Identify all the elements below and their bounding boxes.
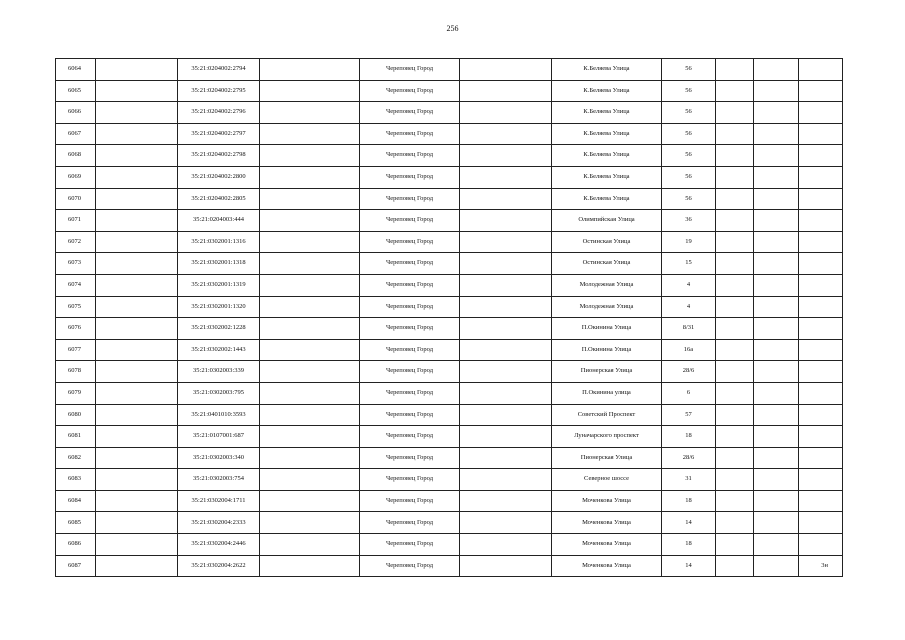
premises-cell (799, 231, 843, 253)
empty-cell (260, 426, 360, 448)
house-number-cell: 14 (662, 512, 716, 534)
record-number-cell: 6078 (56, 361, 96, 383)
empty-cell (96, 123, 178, 145)
empty-cell (460, 447, 552, 469)
house-number-cell: 36 (662, 210, 716, 232)
premises-cell (799, 534, 843, 556)
street-cell: К.Беляева Улица (552, 188, 662, 210)
cadastral-number-cell: 35:21:0204002:2805 (178, 188, 260, 210)
empty-cell (754, 555, 799, 577)
table-row (56, 231, 843, 253)
record-number-cell: 6069 (56, 166, 96, 188)
city-cell: Череповец Город (360, 555, 460, 577)
empty-cell (260, 339, 360, 361)
empty-cell (260, 469, 360, 491)
record-number-cell: 6070 (56, 188, 96, 210)
empty-cell (260, 361, 360, 383)
empty-cell (260, 166, 360, 188)
cadastral-number-cell: 35:21:0302004:2622 (178, 555, 260, 577)
empty-cell (460, 404, 552, 426)
empty-cell (260, 80, 360, 102)
empty-cell (460, 426, 552, 448)
street-cell: К.Беляева Улица (552, 123, 662, 145)
empty-cell (460, 512, 552, 534)
house-number-cell: 4 (662, 296, 716, 318)
city-cell: Череповец Город (360, 231, 460, 253)
empty-cell (754, 318, 799, 340)
table-row (56, 188, 843, 210)
empty-cell (460, 490, 552, 512)
empty-cell (96, 404, 178, 426)
house-number-cell: 56 (662, 188, 716, 210)
table-row (56, 253, 843, 275)
city-cell: Череповец Город (360, 102, 460, 124)
premises-cell (799, 274, 843, 296)
record-number-cell: 6082 (56, 447, 96, 469)
cadastral-number-cell: 35:21:0302001:1320 (178, 296, 260, 318)
record-number-cell: 6087 (56, 555, 96, 577)
empty-cell (96, 426, 178, 448)
empty-cell (716, 210, 754, 232)
table-row (56, 490, 843, 512)
cadastral-number-cell: 35:21:0204002:2794 (178, 59, 260, 81)
record-number-cell: 6067 (56, 123, 96, 145)
house-number-cell: 18 (662, 534, 716, 556)
cadastral-number-cell: 35:21:0204003:444 (178, 210, 260, 232)
city-cell: Череповец Город (360, 318, 460, 340)
premises-cell (799, 318, 843, 340)
premises-cell (799, 361, 843, 383)
street-cell: К.Беляева Улица (552, 166, 662, 188)
cadastral-number-cell: 35:21:0302003:340 (178, 447, 260, 469)
empty-cell (96, 253, 178, 275)
house-number-cell: 18 (662, 490, 716, 512)
empty-cell (754, 382, 799, 404)
empty-cell (754, 102, 799, 124)
city-cell: Череповец Город (360, 447, 460, 469)
empty-cell (260, 253, 360, 275)
empty-cell (260, 512, 360, 534)
empty-cell (96, 382, 178, 404)
house-number-cell: 57 (662, 404, 716, 426)
street-cell: К.Беляева Улица (552, 145, 662, 167)
premises-cell (799, 80, 843, 102)
record-number-cell: 6079 (56, 382, 96, 404)
house-number-cell: 56 (662, 80, 716, 102)
empty-cell (460, 253, 552, 275)
street-cell: К.Беляева Улица (552, 59, 662, 81)
city-cell: Череповец Город (360, 404, 460, 426)
record-number-cell: 6072 (56, 231, 96, 253)
empty-cell (460, 361, 552, 383)
empty-cell (460, 339, 552, 361)
table-row (56, 404, 843, 426)
empty-cell (754, 231, 799, 253)
empty-cell (96, 469, 178, 491)
street-cell: К.Беляева Улица (552, 102, 662, 124)
city-cell: Череповец Город (360, 274, 460, 296)
empty-cell (754, 253, 799, 275)
empty-cell (460, 534, 552, 556)
empty-cell (716, 404, 754, 426)
empty-cell (754, 166, 799, 188)
empty-cell (260, 210, 360, 232)
street-cell: Советский Проспект (552, 404, 662, 426)
record-number-cell: 6081 (56, 426, 96, 448)
city-cell: Череповец Город (360, 59, 460, 81)
empty-cell (754, 534, 799, 556)
empty-cell (96, 102, 178, 124)
empty-cell (716, 274, 754, 296)
record-number-cell: 6074 (56, 274, 96, 296)
cadastral-number-cell: 35:21:0107001:687 (178, 426, 260, 448)
empty-cell (460, 231, 552, 253)
street-cell: Пионерская Улица (552, 361, 662, 383)
house-number-cell: 16а (662, 339, 716, 361)
empty-cell (754, 274, 799, 296)
record-number-cell: 6068 (56, 145, 96, 167)
house-number-cell: 28/6 (662, 447, 716, 469)
table-row (56, 555, 843, 577)
table-row (56, 361, 843, 383)
empty-cell (716, 59, 754, 81)
cadastral-number-cell: 35:21:0302001:1319 (178, 274, 260, 296)
empty-cell (716, 166, 754, 188)
empty-cell (96, 555, 178, 577)
house-number-cell: 28/6 (662, 361, 716, 383)
empty-cell (260, 534, 360, 556)
empty-cell (460, 318, 552, 340)
empty-cell (754, 296, 799, 318)
record-number-cell: 6071 (56, 210, 96, 232)
premises-cell (799, 166, 843, 188)
empty-cell (260, 555, 360, 577)
premises-cell (799, 210, 843, 232)
premises-cell (799, 296, 843, 318)
city-cell: Череповец Город (360, 145, 460, 167)
record-number-cell: 6073 (56, 253, 96, 275)
table-row (56, 296, 843, 318)
city-cell: Череповец Город (360, 80, 460, 102)
record-number-cell: 6064 (56, 59, 96, 81)
empty-cell (460, 382, 552, 404)
city-cell: Череповец Город (360, 490, 460, 512)
house-number-cell: 19 (662, 231, 716, 253)
cadastral-number-cell: 35:21:0204002:2796 (178, 102, 260, 124)
empty-cell (96, 534, 178, 556)
empty-cell (754, 80, 799, 102)
table-row (56, 210, 843, 232)
empty-cell (260, 188, 360, 210)
empty-cell (716, 447, 754, 469)
premises-cell (799, 145, 843, 167)
premises-cell: 3н (799, 555, 843, 577)
empty-cell (754, 123, 799, 145)
record-number-cell: 6077 (56, 339, 96, 361)
empty-cell (716, 534, 754, 556)
cadastral-number-cell: 35:21:0401010:3593 (178, 404, 260, 426)
cadastral-number-cell: 35:21:0302004:1711 (178, 490, 260, 512)
empty-cell (460, 210, 552, 232)
house-number-cell: 56 (662, 102, 716, 124)
city-cell: Череповец Город (360, 339, 460, 361)
empty-cell (96, 210, 178, 232)
record-number-cell: 6086 (56, 534, 96, 556)
empty-cell (96, 296, 178, 318)
empty-cell (96, 80, 178, 102)
city-cell: Череповец Город (360, 361, 460, 383)
cadastral-number-cell: 35:21:0302004:2333 (178, 512, 260, 534)
record-number-cell: 6076 (56, 318, 96, 340)
empty-cell (260, 102, 360, 124)
cadastral-number-cell: 35:21:0204002:2800 (178, 166, 260, 188)
empty-cell (716, 512, 754, 534)
premises-cell (799, 426, 843, 448)
premises-cell (799, 447, 843, 469)
empty-cell (754, 59, 799, 81)
empty-cell (754, 426, 799, 448)
empty-cell (96, 512, 178, 534)
empty-cell (716, 123, 754, 145)
empty-cell (754, 512, 799, 534)
house-number-cell: 8/31 (662, 318, 716, 340)
empty-cell (716, 188, 754, 210)
record-number-cell: 6085 (56, 512, 96, 534)
empty-cell (754, 188, 799, 210)
empty-cell (96, 188, 178, 210)
empty-cell (260, 490, 360, 512)
empty-cell (716, 231, 754, 253)
record-number-cell: 6065 (56, 80, 96, 102)
empty-cell (96, 145, 178, 167)
city-cell: Череповец Город (360, 534, 460, 556)
empty-cell (754, 210, 799, 232)
record-number-cell: 6083 (56, 469, 96, 491)
empty-cell (260, 404, 360, 426)
house-number-cell: 4 (662, 274, 716, 296)
empty-cell (96, 231, 178, 253)
city-cell: Череповец Город (360, 188, 460, 210)
premises-cell (799, 382, 843, 404)
empty-cell (460, 296, 552, 318)
page-number: 256 (446, 24, 459, 33)
street-cell: Пионерская Улица (552, 447, 662, 469)
street-cell: Моченкова Улица (552, 555, 662, 577)
table-row (56, 274, 843, 296)
table-row (56, 318, 843, 340)
city-cell: Череповец Город (360, 123, 460, 145)
empty-cell (716, 145, 754, 167)
empty-cell (716, 339, 754, 361)
street-cell: П.Окинина Улица (552, 339, 662, 361)
empty-cell (716, 469, 754, 491)
empty-cell (460, 80, 552, 102)
table-row (56, 534, 843, 556)
empty-cell (260, 274, 360, 296)
empty-cell (460, 59, 552, 81)
cadastral-number-cell: 35:21:0302002:1228 (178, 318, 260, 340)
empty-cell (96, 166, 178, 188)
city-cell: Череповец Город (360, 469, 460, 491)
empty-cell (96, 274, 178, 296)
street-cell: Молодежная Улица (552, 274, 662, 296)
empty-cell (754, 145, 799, 167)
empty-cell (716, 253, 754, 275)
table-row (56, 102, 843, 124)
premises-cell (799, 123, 843, 145)
empty-cell (754, 490, 799, 512)
cadastral-number-cell: 35:21:0302003:339 (178, 361, 260, 383)
empty-cell (460, 123, 552, 145)
house-number-cell: 6 (662, 382, 716, 404)
cadastral-number-cell: 35:21:0302003:795 (178, 382, 260, 404)
table-row (56, 469, 843, 491)
table-row (56, 59, 843, 81)
empty-cell (96, 447, 178, 469)
empty-cell (716, 296, 754, 318)
premises-cell (799, 339, 843, 361)
empty-cell (96, 339, 178, 361)
empty-cell (716, 102, 754, 124)
cadastral-number-cell: 35:21:0302001:1318 (178, 253, 260, 275)
record-number-cell: 6084 (56, 490, 96, 512)
premises-cell (799, 512, 843, 534)
empty-cell (260, 447, 360, 469)
empty-cell (460, 274, 552, 296)
city-cell: Череповец Город (360, 166, 460, 188)
city-cell: Череповец Город (360, 253, 460, 275)
empty-cell (96, 318, 178, 340)
empty-cell (460, 469, 552, 491)
city-cell: Череповец Город (360, 512, 460, 534)
empty-cell (260, 123, 360, 145)
street-cell: Молодежная Улица (552, 296, 662, 318)
street-cell: Северное шоссе (552, 469, 662, 491)
city-cell: Череповец Город (360, 296, 460, 318)
record-number-cell: 6080 (56, 404, 96, 426)
house-number-cell: 15 (662, 253, 716, 275)
table-row (56, 382, 843, 404)
empty-cell (96, 59, 178, 81)
empty-cell (260, 318, 360, 340)
street-cell: Остинская Улица (552, 231, 662, 253)
table-row (56, 426, 843, 448)
empty-cell (716, 382, 754, 404)
registry-body (56, 59, 843, 577)
street-cell: П.Окинина Улица (552, 318, 662, 340)
street-cell: Олимпийская Улица (552, 210, 662, 232)
empty-cell (716, 555, 754, 577)
cadastral-number-cell: 35:21:0302004:2446 (178, 534, 260, 556)
property-registry-table (55, 58, 843, 577)
street-cell: П.Окинина улица (552, 382, 662, 404)
house-number-cell: 14 (662, 555, 716, 577)
empty-cell (754, 361, 799, 383)
cadastral-number-cell: 35:21:0204002:2798 (178, 145, 260, 167)
empty-cell (716, 361, 754, 383)
record-number-cell: 6066 (56, 102, 96, 124)
empty-cell (754, 469, 799, 491)
city-cell: Череповец Город (360, 382, 460, 404)
empty-cell (754, 404, 799, 426)
empty-cell (460, 102, 552, 124)
empty-cell (260, 59, 360, 81)
city-cell: Череповец Город (360, 426, 460, 448)
house-number-cell: 56 (662, 123, 716, 145)
table-row (56, 145, 843, 167)
house-number-cell: 56 (662, 166, 716, 188)
empty-cell (716, 80, 754, 102)
premises-cell (799, 404, 843, 426)
street-cell: К.Беляева Улица (552, 80, 662, 102)
empty-cell (460, 188, 552, 210)
city-cell: Череповец Город (360, 210, 460, 232)
table-row (56, 339, 843, 361)
empty-cell (716, 426, 754, 448)
empty-cell (260, 382, 360, 404)
table-row (56, 447, 843, 469)
empty-cell (260, 145, 360, 167)
house-number-cell: 56 (662, 145, 716, 167)
empty-cell (716, 490, 754, 512)
premises-cell (799, 490, 843, 512)
empty-cell (754, 339, 799, 361)
house-number-cell: 31 (662, 469, 716, 491)
table-row (56, 80, 843, 102)
premises-cell (799, 188, 843, 210)
record-number-cell: 6075 (56, 296, 96, 318)
premises-cell (799, 59, 843, 81)
cadastral-number-cell: 35:21:0204002:2797 (178, 123, 260, 145)
empty-cell (96, 490, 178, 512)
premises-cell (799, 102, 843, 124)
cadastral-number-cell: 35:21:0302001:1316 (178, 231, 260, 253)
empty-cell (460, 555, 552, 577)
empty-cell (96, 361, 178, 383)
empty-cell (460, 145, 552, 167)
street-cell: Остинская Улица (552, 253, 662, 275)
table-row (56, 166, 843, 188)
table-row (56, 123, 843, 145)
empty-cell (260, 296, 360, 318)
cadastral-number-cell: 35:21:0204002:2795 (178, 80, 260, 102)
empty-cell (716, 318, 754, 340)
house-number-cell: 18 (662, 426, 716, 448)
empty-cell (754, 447, 799, 469)
empty-cell (260, 231, 360, 253)
table-row (56, 512, 843, 534)
premises-cell (799, 253, 843, 275)
street-cell: Моченкова Улица (552, 512, 662, 534)
street-cell: Луначарского проспект (552, 426, 662, 448)
street-cell: Моченкова Улица (552, 490, 662, 512)
empty-cell (460, 166, 552, 188)
cadastral-number-cell: 35:21:0302002:1443 (178, 339, 260, 361)
cadastral-number-cell: 35:21:0302003:754 (178, 469, 260, 491)
premises-cell (799, 469, 843, 491)
house-number-cell: 56 (662, 59, 716, 81)
street-cell: Моченкова Улица (552, 534, 662, 556)
